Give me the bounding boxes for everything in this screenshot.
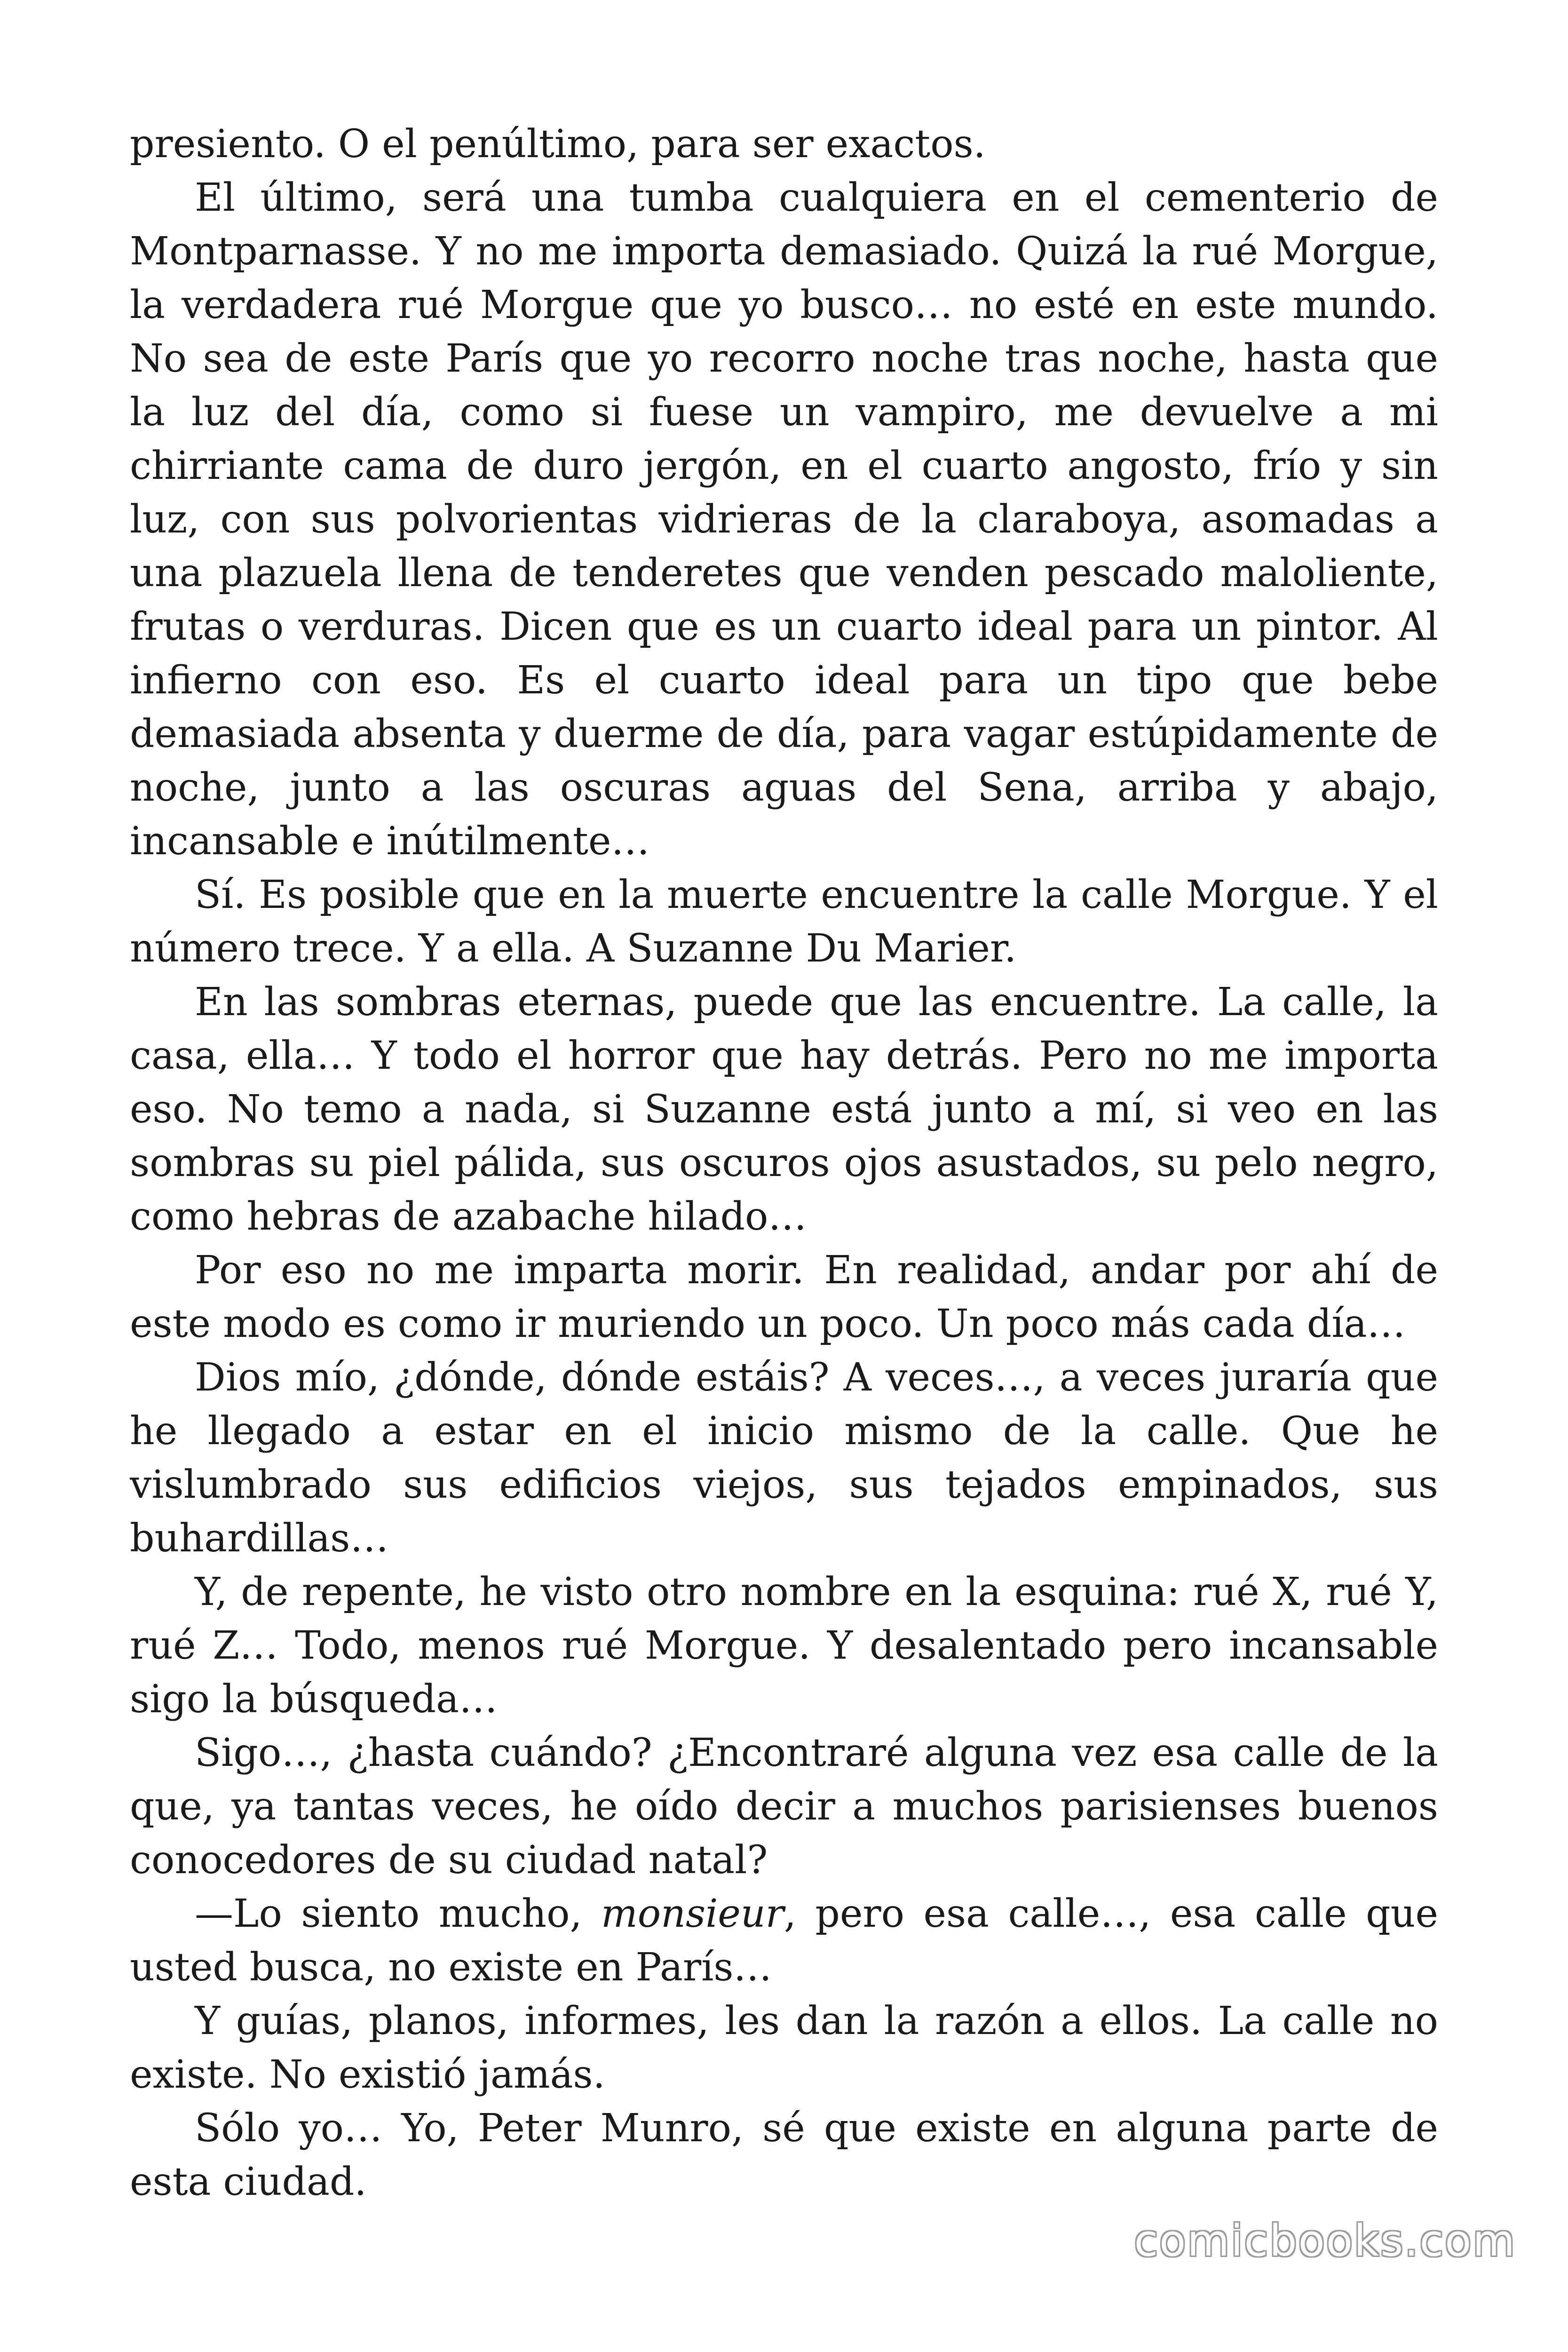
paragraph: Sigo…, ¿hasta cuándo? ¿Encontraré alguna vez esa calle de la que, ya tantas veces, he oído decir a muchos parisienses buenos conocedores de su ciudad natal? bbox=[130, 1731, 1438, 1883]
emphasized-word: monsieur bbox=[601, 1891, 784, 1936]
paragraph: Y, de repente, he visto otro nombre en la esquina: rué X, rué Y, rué Z… Todo, menos rué Morgue. Y desalentado pero incansable sigo la búsqueda… bbox=[130, 1570, 1438, 1722]
paragraph: En las sombras eternas, puede que las encuentre. La calle, la casa, ella… Y todo el horror que hay detrás. Pero no me importa eso. No temo a nada, si Suzanne está junto a mí, si veo en las sombras su piel pálida, sus oscuros ojos asustados, su pelo negro, como hebras de azabache hilado… bbox=[130, 980, 1438, 1239]
paragraph: El último, será una tumba cualquiera en el cementerio de Montparnasse. Y no me importa demasiado. Quizá la rué Morgue, la verdadera rué Morgue que yo busco… no esté en este mundo. No sea de este París que yo recorro noche tras noche, hasta que la luz del día, como si fuese un vampiro, me devuelve a mi chirriante cama de duro jergón, en el cuarto angosto, frío y sin luz, con sus polvorientas vidrieras de la claraboya, asomadas a una plazuela llena de tenderetes que venden pescado maloliente, frutas o verduras. Dicen que es un cuarto ideal para un pintor. Al infierno con eso. Es el cuarto ideal para un tipo que bebe demasiada absenta y duerme de día, para vagar estúpidamente de noche, junto a las oscuras aguas del Sena, arriba y abajo, incansable e inútilmente… bbox=[130, 175, 1438, 864]
dialogue-text: —Lo siento mucho, bbox=[195, 1891, 602, 1936]
watermark-logo: comicbooks.com bbox=[1134, 2216, 1516, 2266]
paragraph: Dios mío, ¿dónde, dónde estáis? A veces…, a veces juraría que he llegado a estar en el inicio mismo de la calle. Que he vislumbrado sus edificios viejos, sus tejados empinados, sus buhardillas… bbox=[130, 1355, 1438, 1561]
paragraph: Sólo yo… Yo, Peter Munro, sé que existe en alguna parte de esta ciudad. bbox=[130, 2106, 1438, 2204]
paragraph: presiento. O el penúltimo, para ser exactos. bbox=[130, 122, 986, 167]
paragraph: Sí. Es posible que en la muerte encuentre la calle Morgue. Y el número trece. Y a ella. A Suzanne Du Marier. bbox=[130, 873, 1438, 971]
paragraph: Y guías, planos, informes, les dan la razón a ellos. La calle no existe. No existió jamás. bbox=[130, 1999, 1438, 2097]
paragraph: Por eso no me imparta morir. En realidad, andar por ahí de este modo es como ir muriendo un poco. Un poco más cada día… bbox=[130, 1248, 1438, 1346]
dialogue-text: , pero esa calle…, esa calle que usted busca, no existe en París… bbox=[130, 1891, 1438, 1990]
dialogue-paragraph bbox=[130, 1887, 1438, 1994]
page-text bbox=[130, 118, 1438, 2209]
